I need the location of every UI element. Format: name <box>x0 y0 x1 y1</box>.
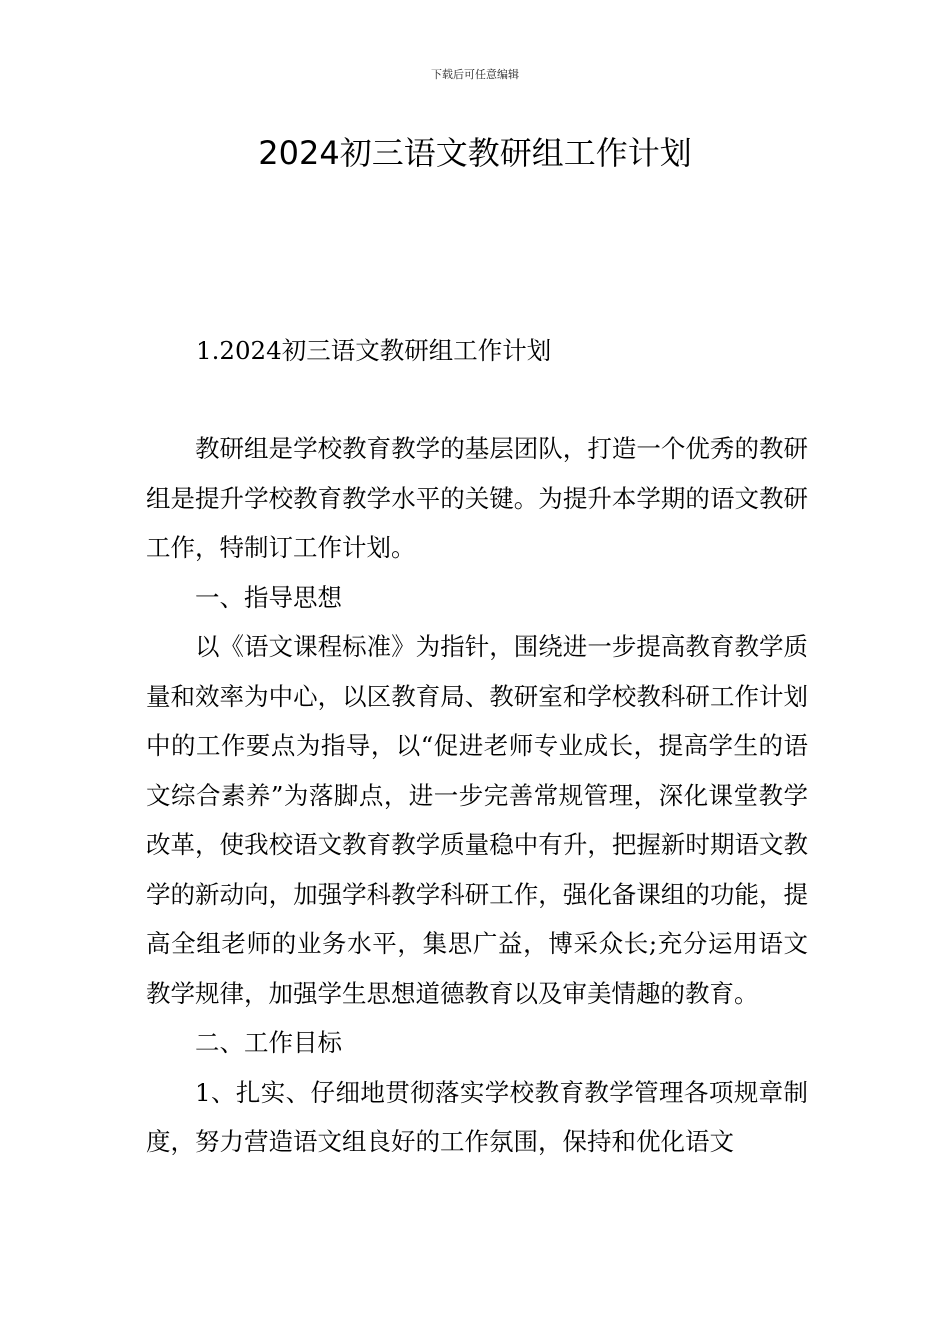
header-note: 下载后可任意编辑 <box>431 68 519 81</box>
section-heading-guiding-thought: 一、指导思想 <box>195 582 342 612</box>
section-subheading: 1.2024初三语文教研组工作计划 <box>196 336 552 365</box>
work-goals-paragraph: 1、扎实、仔细地贯彻落实学校教育教学管理各项规章制度，努力营造语文组良好的工作氛围，保持和优化语文 <box>146 1077 808 1156</box>
intro-paragraph: 教研组是学校教育教学的基层团队，打造一个优秀的教研组是提升学校教育教学水平的关键。为提升本学期的语文教研工作，特制订工作计划。 <box>146 434 808 562</box>
guiding-thought-paragraph: 以《语文课程标准》为指针，围绕进一步提高教育教学质量和效率为中心，以区教育局、教研室和学校教科研工作计划中的工作要点为指导，以“促进老师专业成长，提高学生的语文综合素养”为落脚点，进一步完善常规管理，深化课堂教学改革，使我校语文教育教学质量稳中有升，把握新时期语文教学的新动向，加强学科教学科研工作，强化备课组的功能，提高全组老师的业务水平，集思广益，博采众长;充分运用语文教学规律，加强学生思想道德教育以及审美情趣的教育。 <box>146 632 808 1008</box>
document-title: 2024初三语文教研组工作计划 <box>258 134 692 172</box>
document-body <box>146 424 808 1167</box>
section-heading-work-goals: 二、工作目标 <box>195 1028 342 1057</box>
